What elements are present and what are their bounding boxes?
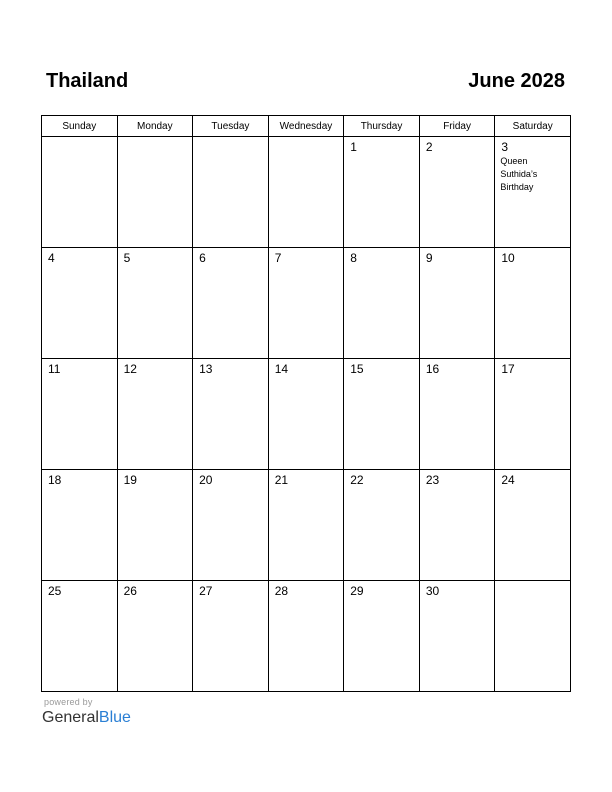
day-cell	[117, 137, 193, 248]
day-cell	[42, 137, 118, 248]
day-cell	[42, 581, 118, 692]
day-number: 13	[199, 362, 213, 376]
day-number: 9	[425, 251, 433, 265]
day-number: 8	[350, 251, 357, 265]
day-cell	[344, 470, 420, 581]
week-row	[42, 470, 571, 581]
day-number: 3	[501, 140, 509, 154]
day-cell	[268, 581, 344, 692]
weekday-header: Sunday	[42, 116, 118, 137]
day-cell	[117, 359, 193, 470]
day-number: 10	[501, 251, 515, 265]
week-row	[42, 248, 571, 359]
day-cell	[419, 359, 495, 470]
day-cell	[193, 359, 269, 470]
day-number: 28	[274, 584, 289, 598]
day-cell	[117, 470, 193, 581]
day-number: 25	[48, 584, 62, 598]
day-number: 21	[274, 473, 289, 487]
day-cell	[419, 470, 495, 581]
day-cell	[495, 581, 571, 692]
day-cell	[42, 248, 118, 359]
day-number: 12	[123, 362, 137, 376]
weekday-header: Wednesday	[268, 116, 344, 137]
day-cell	[419, 248, 495, 359]
day-cell	[42, 359, 118, 470]
logo-text-general: General	[42, 709, 99, 726]
day-number: 18	[48, 473, 62, 487]
day-number: 27	[199, 584, 213, 598]
day-cell	[495, 137, 571, 248]
day-cell	[344, 248, 420, 359]
day-cell	[344, 359, 420, 470]
day-cell	[344, 137, 420, 248]
day-number: 17	[501, 362, 515, 376]
holiday-label: Queen Suthida’s Birthday	[500, 156, 538, 192]
day-cell	[193, 470, 269, 581]
day-cell	[193, 248, 269, 359]
day-number: 19	[123, 473, 137, 487]
day-cell	[193, 137, 269, 248]
weekday-header: Tuesday	[193, 116, 269, 137]
day-number: 5	[123, 251, 131, 265]
day-cell	[419, 137, 495, 248]
weekday-header: Saturday	[495, 116, 571, 137]
day-number: 24	[501, 473, 515, 487]
day-number: 16	[425, 362, 440, 376]
day-cell	[117, 581, 193, 692]
calendar-grid	[41, 115, 571, 692]
day-number: 11	[48, 362, 61, 376]
day-number: 7	[274, 251, 282, 265]
week-row	[42, 359, 571, 470]
calendar-country-title: Thailand	[46, 70, 129, 92]
day-cell	[495, 248, 571, 359]
day-cell	[495, 470, 571, 581]
day-number: 22	[350, 473, 364, 487]
day-cell	[42, 470, 118, 581]
weekday-header: Friday	[419, 116, 495, 137]
day-cell	[193, 581, 269, 692]
day-cell	[419, 581, 495, 692]
weekday-header-row	[42, 116, 571, 137]
day-number: 2	[425, 140, 433, 154]
calendar-month-title: June 2028	[468, 70, 565, 92]
generalblue-logo[interactable]	[42, 709, 131, 727]
day-number: 6	[199, 251, 206, 265]
day-number: 30	[425, 584, 440, 598]
weekday-header: Thursday	[344, 116, 420, 137]
day-number: 15	[350, 362, 364, 376]
day-cell	[117, 248, 193, 359]
week-row	[42, 581, 571, 692]
day-cell	[268, 470, 344, 581]
day-number: 4	[48, 251, 55, 265]
day-cell	[495, 359, 571, 470]
powered-by-label: powered by	[44, 697, 93, 707]
day-number: 1	[350, 140, 357, 154]
day-cell	[268, 248, 344, 359]
day-number: 29	[350, 584, 364, 598]
logo-text-blue: Blue	[98, 709, 131, 726]
weekday-header: Monday	[117, 116, 193, 137]
day-number: 26	[123, 584, 137, 598]
day-cell	[344, 581, 420, 692]
day-number: 23	[425, 473, 440, 487]
day-cell	[268, 137, 344, 248]
day-cell	[268, 359, 344, 470]
week-row	[42, 137, 571, 248]
day-number: 14	[274, 362, 289, 376]
day-number: 20	[199, 473, 213, 487]
